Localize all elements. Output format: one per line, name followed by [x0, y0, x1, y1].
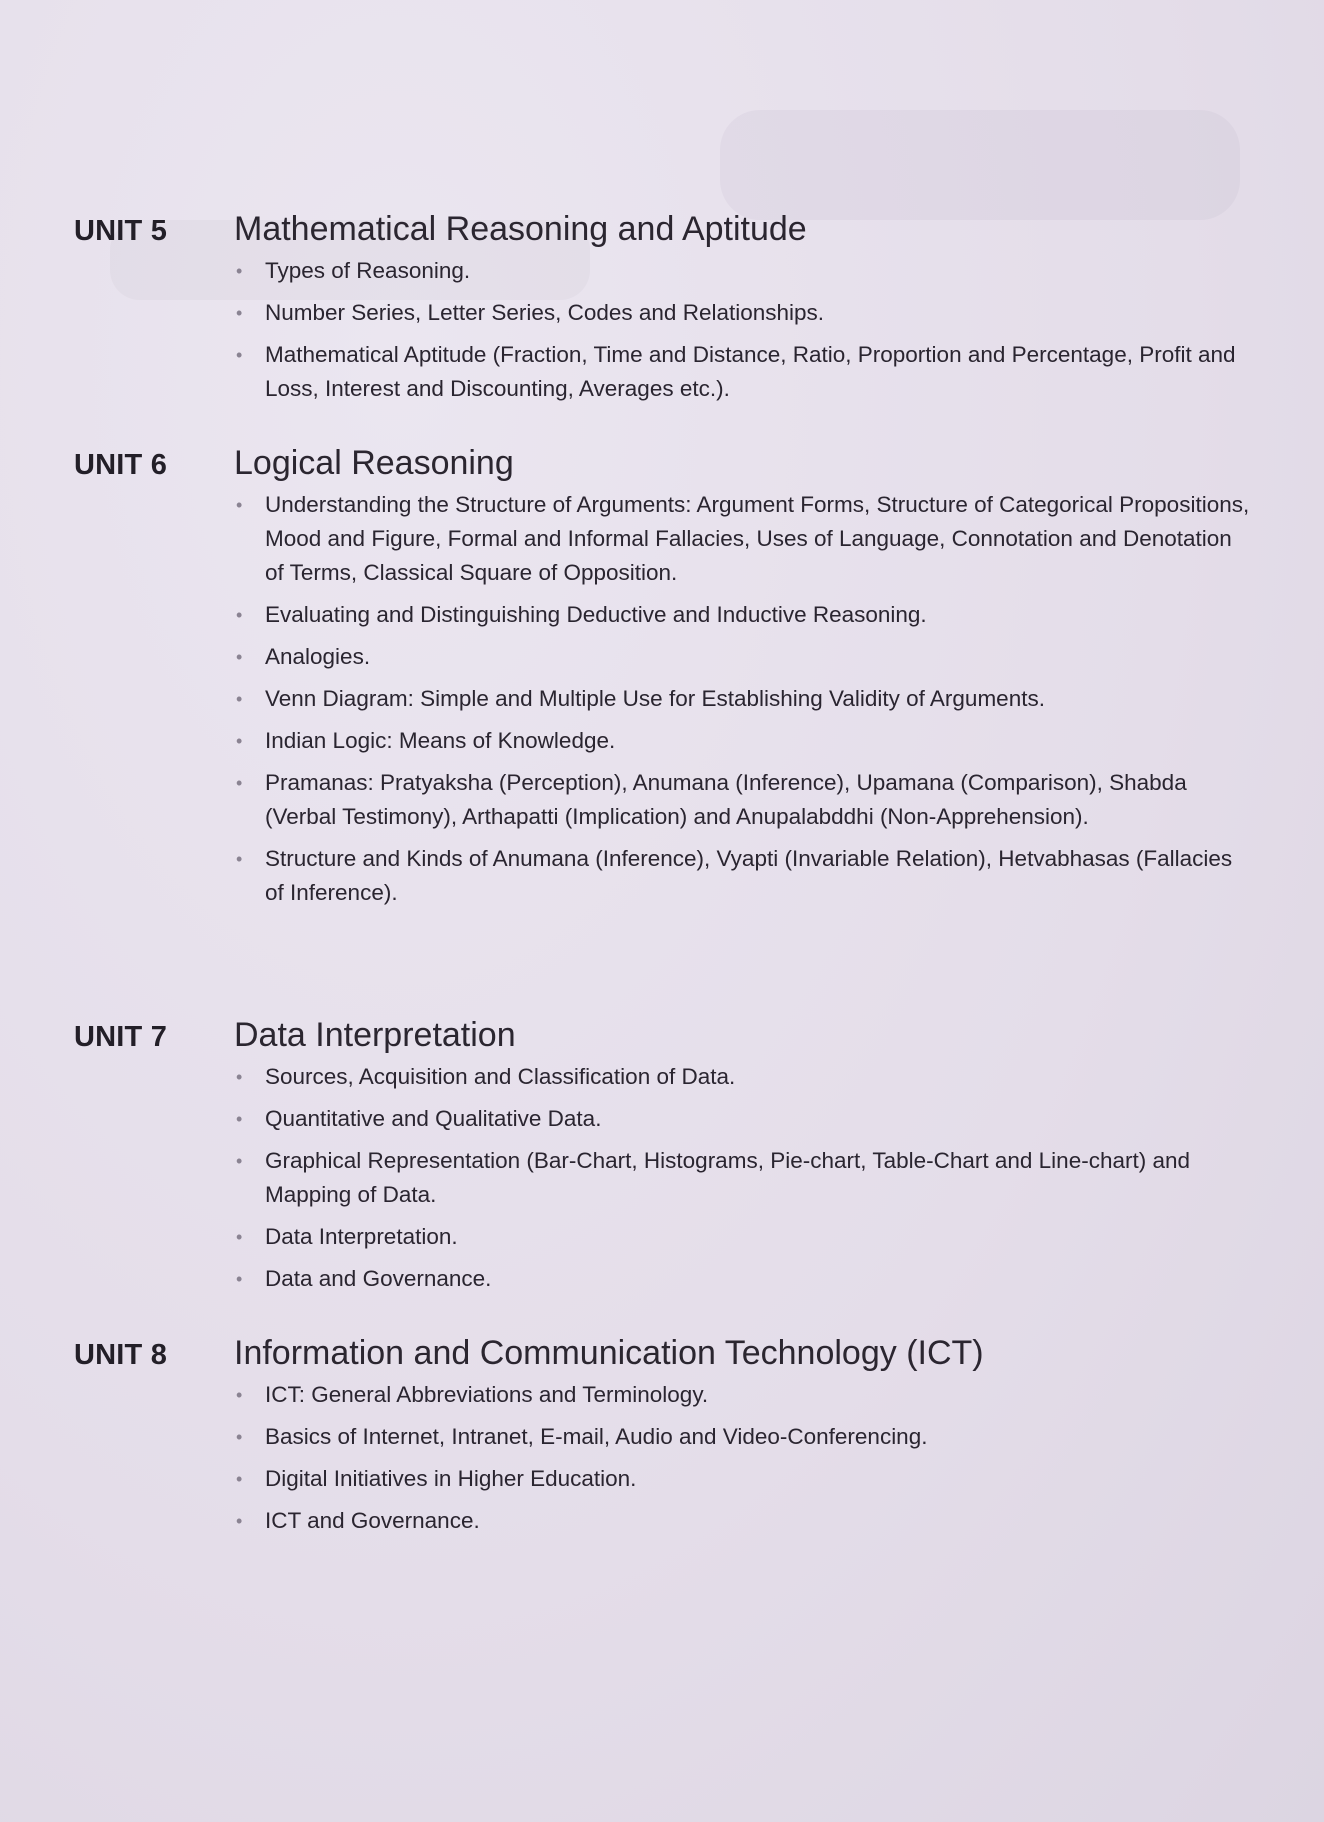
bullet-icon: • [236, 1151, 243, 1171]
bullet-icon: • [236, 303, 243, 323]
bullet-icon: • [236, 689, 243, 709]
unit-heading [74, 210, 1254, 254]
bullet-icon: • [236, 647, 243, 667]
list-item [234, 1220, 1254, 1254]
bullet-icon: • [236, 261, 243, 281]
unit-8-section [74, 1334, 1254, 1546]
item-text: Data and Governance. [265, 1266, 492, 1291]
item-text: Structure and Kinds of Anumana (Inference), Vyapti (Invariable Relation), Hetvabhasas (Fallacies of Inference). [265, 846, 1233, 905]
unit-heading [74, 1016, 1254, 1060]
item-text: Pramanas: Pratyaksha (Perception), Anumana (Inference), Upamana (Comparison), Shabda (Verbal Testimony), Arthapatti (Implication) and Anupalabddhi (Non-Apprehension). [265, 770, 1187, 829]
bullet-icon: • [236, 1227, 243, 1247]
unit-number: UNIT 7 [74, 1021, 168, 1053]
list-item [234, 338, 1254, 406]
bullet-icon: • [236, 345, 243, 365]
list-item [234, 640, 1254, 674]
topic-list [74, 1378, 1254, 1538]
unit-title: Logical Reasoning [234, 444, 514, 482]
bullet-icon: • [236, 495, 243, 515]
list-item [234, 1144, 1254, 1212]
bullet-icon: • [236, 1511, 243, 1531]
list-item [234, 1504, 1254, 1538]
bullet-icon: • [236, 1385, 243, 1405]
list-item [234, 1060, 1254, 1094]
unit-title: Data Interpretation [234, 1016, 516, 1054]
item-text: Data Interpretation. [265, 1224, 458, 1249]
unit-title: Mathematical Reasoning and Aptitude [234, 210, 807, 248]
unit-number: UNIT 8 [74, 1339, 168, 1371]
list-item [234, 296, 1254, 330]
item-text: Basics of Internet, Intranet, E-mail, Audio and Video-Conferencing. [265, 1424, 928, 1449]
list-item [234, 1262, 1254, 1296]
list-item [234, 598, 1254, 632]
item-text: Quantitative and Qualitative Data. [265, 1106, 602, 1131]
unit-heading [74, 1334, 1254, 1378]
item-text: Graphical Representation (Bar-Chart, Histograms, Pie-chart, Table-Chart and Line-chart) and Mapping of Data. [265, 1148, 1191, 1207]
show-through-shadow [720, 110, 1240, 220]
item-text: Understanding the Structure of Arguments: Argument Forms, Structure of Categorical Propositions, Mood and Figure, Formal and Informal Fallacies, Uses of Language, Connotation and Denotation of Terms, Classical Square of Opposition. [265, 492, 1250, 585]
bullet-icon: • [236, 1427, 243, 1447]
unit-heading [74, 444, 1254, 488]
item-text: Types of Reasoning. [265, 258, 471, 283]
list-item [234, 766, 1254, 834]
bullet-icon: • [236, 731, 243, 751]
unit-5-section [74, 210, 1254, 414]
bullet-icon: • [236, 1269, 243, 1289]
item-text: Number Series, Letter Series, Codes and Relationships. [265, 300, 825, 325]
list-item [234, 724, 1254, 758]
item-text: ICT: General Abbreviations and Terminology. [265, 1382, 709, 1407]
topic-list [74, 254, 1254, 406]
list-item [234, 488, 1254, 590]
list-item [234, 1420, 1254, 1454]
bullet-icon: • [236, 605, 243, 625]
bullet-icon: • [236, 1469, 243, 1489]
list-item [234, 1378, 1254, 1412]
list-item [234, 1462, 1254, 1496]
bullet-icon: • [236, 1109, 243, 1129]
item-text: Venn Diagram: Simple and Multiple Use for Establishing Validity of Arguments. [265, 686, 1045, 711]
item-text: Sources, Acquisition and Classification of Data. [265, 1064, 736, 1089]
item-text: Digital Initiatives in Higher Education. [265, 1466, 637, 1491]
item-text: Analogies. [265, 644, 371, 669]
item-text: Evaluating and Distinguishing Deductive and Inductive Reasoning. [265, 602, 927, 627]
unit-7-section [74, 1016, 1254, 1304]
unit-title: Information and Communication Technology (ICT) [234, 1334, 984, 1372]
bullet-icon: • [236, 1067, 243, 1087]
list-item [234, 682, 1254, 716]
bullet-icon: • [236, 773, 243, 793]
unit-number: UNIT 6 [74, 449, 168, 481]
item-text: ICT and Governance. [265, 1508, 480, 1533]
item-text: Indian Logic: Means of Knowledge. [265, 728, 616, 753]
list-item [234, 842, 1254, 910]
topic-list [74, 488, 1254, 910]
unit-number: UNIT 5 [74, 215, 168, 247]
bullet-icon: • [236, 849, 243, 869]
topic-list [74, 1060, 1254, 1296]
list-item [234, 1102, 1254, 1136]
unit-6-section [74, 444, 1254, 918]
item-text: Mathematical Aptitude (Fraction, Time and Distance, Ratio, Proportion and Percentage, Profit and Loss, Interest and Discounting, Averages etc.). [265, 342, 1236, 401]
list-item [234, 254, 1254, 288]
